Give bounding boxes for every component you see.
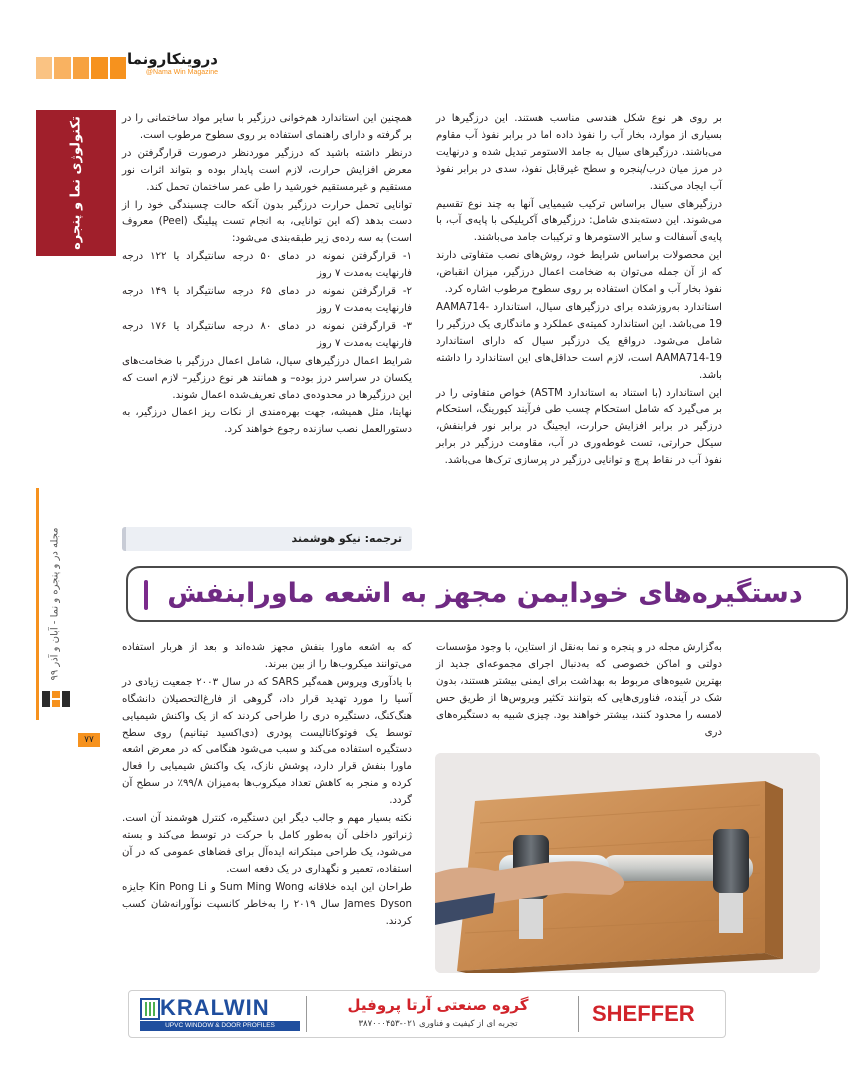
- section-tab-label: تکنولوژی نما و پنجره: [68, 116, 84, 250]
- page-number: ۷۷: [78, 733, 100, 747]
- paragraph: نهایتا، مثل همیشه، جهت بهره‌مندی از نکات ریز اعمال درزگیر، به دستورالعمل نصب سازنده رجوع خواهند کرد.: [122, 407, 412, 436]
- list-item: ۳- قرارگرفتن نمونه در دمای ۸۰ درجه سانتیگراد یا ۱۷۶ درجه فارنهایت به‌مدت ۷ روز: [122, 320, 412, 349]
- sidebar-magazine-line: [46, 488, 64, 720]
- kralwin-logo[interactable]: [160, 995, 300, 1021]
- list-item: ۲- قرارگرفتن نمونه در دمای ۶۵ درجه سانتیگراد یا ۱۴۹ درجه فارنهایت به‌مدت ۷ روز: [122, 286, 412, 314]
- article2-left-column: [122, 640, 412, 931]
- paragraph: بر روی هر نوع شکل هندسی مناسب هستند. این درزگیرها در بسیاری از موارد، بخار آب را نفوذ داده اما در برابر نفوذ آب مقاوم می‌باشند. درزگیرهای سیال به جامد الاستومر تبدیل شده و درنهایت در مرز میان درب/پنجره و سطح غیرقابل نفوذ، سدی در برابر نفوذ آب ایجاد می‌کنند.: [436, 113, 722, 192]
- paragraph: شرایط اعمال درزگیرهای سیال، شامل اعمال درزگیر با ضخامت‌های یکسان در سراسر درز بوده– و همانند هر نوع درزگیر– لازم است که این درزگیرها در محدوده‌ی دمای تعریف‌شده اعمال شوند.: [122, 355, 412, 401]
- kralwin-logo-text: KRALWIN: [160, 995, 270, 1020]
- headline-accent-bar: [144, 580, 148, 610]
- paragraph: همچنین این استاندارد هم‌خوانی درزگیر با سایر مواد ساختمانی را در بر گرفته و دارای راهنمای استفاده بر روی سطوح مرطوب است.: [122, 113, 412, 141]
- paragraph: توانایی تحمل حرارت درزگیر بدون آنکه حالت چسبندگی خود را از دست بدهد (که این توانایی، به انجام تست پیلینگ (Peel) معروف است) به سه رده‌ی زیر طبقه‌بندی می‌شود:: [122, 199, 413, 245]
- magazine-logo[interactable]: [128, 50, 218, 82]
- door-handle-photo: [435, 753, 820, 973]
- sidebar-accent-line: [36, 488, 39, 720]
- paragraph: این محصولات براساس شرایط خود، روش‌های نصب متفاوتی دارند که از آن جمله می‌توان به ضخامت اعمال درزگیر، میزان انقباض، نفوذ بخار آب و امکان استفاده بر روی سطوح مرطوب اشاره کرد.: [436, 250, 722, 296]
- kralwin-window-icon: [140, 998, 160, 1020]
- paragraph: با یادآوری ویروس همه‌گیر SARS که در سال ۲۰۰۳ جمعیت زیادی در آسیا را مورد تهدید قرار داد، گروهی از فارغ‌التحصیلان دانشگاه هنگ‌کنگ، دستگیره دری را طراحی کردند که از یک واکنش شیمیایی توسط یک فوتوکاتالیست پودری (دی‌اکسید تیتانیم) روی سطح دستگیره استفاده می‌کند و سبب می‌شود هنگامی که در معرض اشعه ماورا بنفش قرار دارد، پوشش نازک، یک واکنش شیمیایی را فعال کرده و منجر به کاهش تعداد میکروب‌ها به‌میزان ۹۹/۸٪ در سطح آن گردد.: [122, 676, 413, 807]
- kralwin-subtitle: UPVC WINDOW & DOOR PROFILES: [140, 1021, 300, 1031]
- brand-color-stripes: [36, 57, 128, 79]
- sheffer-logo-text: SHEFFER: [592, 1001, 695, 1026]
- sheffer-logo[interactable]: [592, 999, 695, 1029]
- article2-right-column: [436, 640, 722, 742]
- paragraph: به‌گزارش مجله در و پنجره و نما به‌نقل از استاین، با وجود مؤسسات دولتی و اماکن خصوصی که به‌دنبال اجرای مجموعه‌ای جدید از بهترین شیوه‌های مربوط به بهداشت برای ایمنی بیشتر هستند، بدون شک در آینده، فناوری‌هایی که بتوانند تکثیر ویروس‌ها از طریق حس لامسه را محدود کنند، بیشتر خواهند بود. چیزی شبیه به دستگیره‌های دری: [436, 642, 722, 738]
- article1-left-column: [122, 111, 412, 440]
- paragraph: درنظر داشته باشید که درزگیر موردنظر درصورت قرارگرفتن در معرض افزایش حرارت، لازم است پایدار بوده و بتواند اثرات نور مستقیم و غیرمستقیم خورشید را طی عمر ساختمان تحمل کند.: [122, 147, 412, 193]
- ad-divider: [306, 996, 307, 1032]
- paragraph: درزگیرهای سیال براساس ترکیب شیمیایی آنها به چند نوع تقسیم می‌شوند. این دسته‌بندی شامل: درزگیرهای آکریلیکی با پایه‌ی آب، با پایه‌ی آسفالت و سایر الاستومرها و ترکیبات جامد می‌باشند.: [436, 198, 722, 244]
- paragraph: این استاندارد (با استناد به استاندارد ASTM) خواص متفاوتی را در بر می‌گیرد که شامل استحکام چسب طی فرآیند کیورینگ، استحکام درزگیر در برابر افزایش حرارت، ایجینگ در برابر نور فرابنفش، سیکل حرارتی، تست غوطه‌وری در آب، مقاومت درزگیر در برابر نفوذ آب در نقاط پرچ و توانایی درزگیر در پرسازی ترک‌ها می‌باشد.: [436, 387, 722, 467]
- ad-divider: [578, 996, 579, 1032]
- paragraph: طراحان این ایده خلاقانه Sum Ming Wong و Kin Pong Li جایزه James Dyson سال ۲۰۱۹ را به‌خاطر کانسپت نوآورانه‌شان کسب کردند.: [122, 881, 412, 927]
- magazine-logo-fa: دروینکارونما: [126, 50, 218, 68]
- article-headline: دستگیره‌های خودایمن مجهز به اشعه ماورابنفش: [167, 578, 803, 609]
- ad-tagline: تجربه ای از کیفیت و فناوری ۰۲۱-۳۸۷۰۰۰۴۵۳: [358, 1019, 518, 1029]
- translator-credit: ترجمه: نیکو هوشمند: [122, 527, 412, 551]
- ad-group-name: گروه صنعتی آرتا پروفیل: [347, 996, 529, 1014]
- section-tab: [36, 110, 116, 256]
- magazine-logo-en: @Nama Win Magazine: [145, 69, 218, 76]
- paragraph: که به اشعه ماورا بنفش مجهز شده‌اند و بعد از هربار استفاده می‌توانند میکروب‌ها را از بین ببرند.: [122, 642, 412, 670]
- window-frame-icon: [40, 688, 72, 710]
- list-item: ۱- قرارگرفتن نمونه در دمای ۵۰ درجه سانتیگراد یا ۱۲۲ درجه فارنهایت به‌مدت ۷ روز: [122, 251, 412, 280]
- article1-right-column: [436, 111, 722, 471]
- paragraph: استاندارد به‌روزشده برای درزگیرهای سیال، استاندارد AAMA714-19 می‌باشد. این استاندارد کمیته‌ی عملکرد و ماندگاری یک درزگیر را شامل می‌شود. درواقع یک درزگیر سیال که دارای استاندارد AAMA714-19 است، لازم است حداقل‌های این استاندارد را داشته باشد.: [436, 301, 722, 381]
- sidebar-magazine-text: مجله در و پنجره و نما - آبان و آذر ۹۹: [49, 527, 61, 681]
- paragraph: نکته بسیار مهم و جالب دیگر این دستگیره، کنترل هوشمند آن است. ژنراتور داخلی آن به‌طور کامل با حرکت در توسط می‌کند و بسته می‌شود، یک طراحی مبتکرانه ایده‌آل برای فضاهای عمومی که در آن استفاده، تعمیر و نگهداری در یک دفعه است.: [122, 813, 412, 875]
